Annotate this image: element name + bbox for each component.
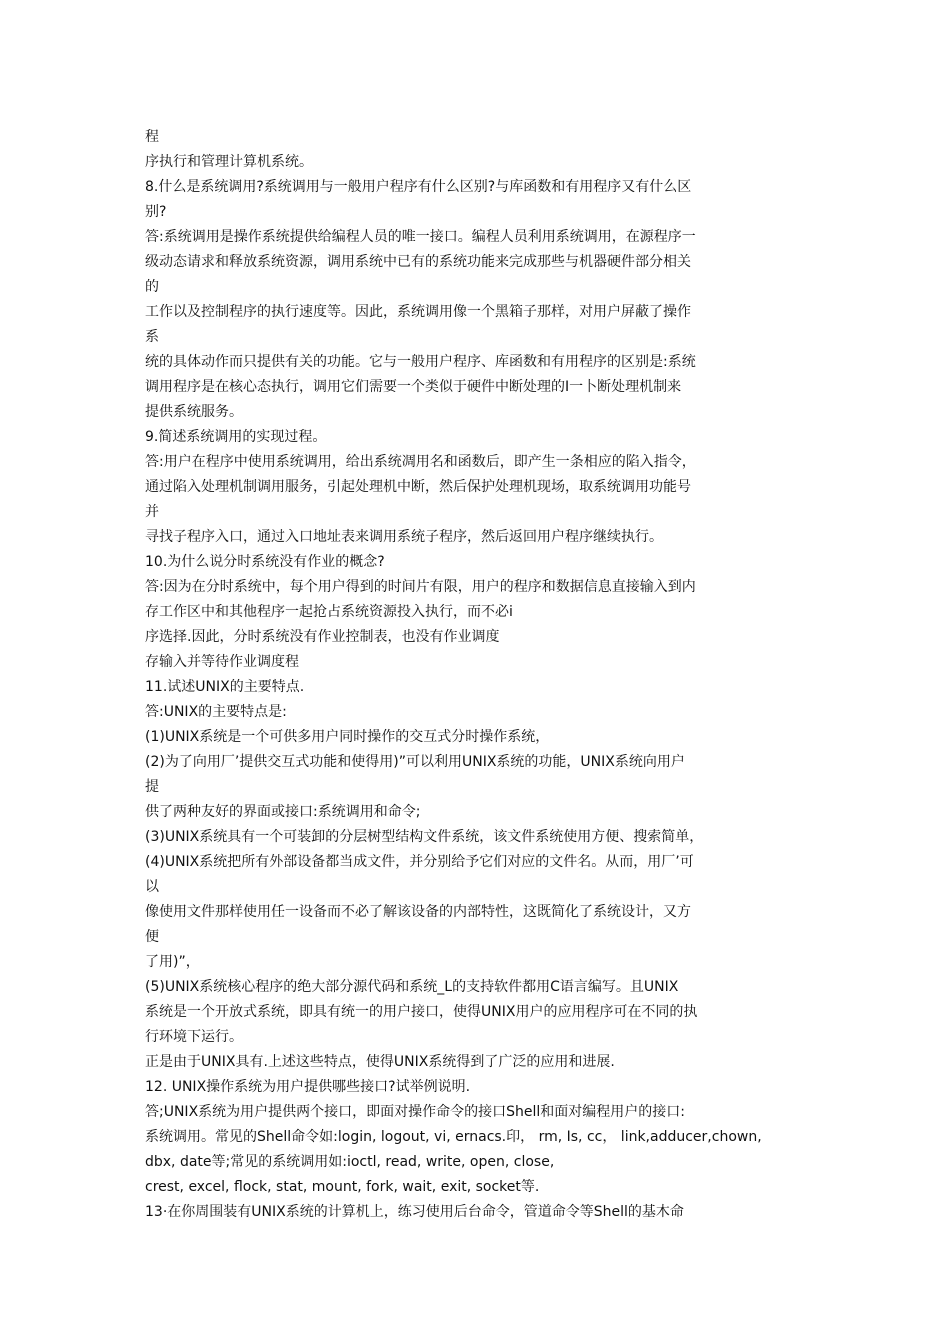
text-line: 以: [145, 879, 159, 895]
answer-12-line: 答;UNIX系统为用户提供两个接口，即面对操作命令的接口Shell和面对编程用户的接口:: [145, 1104, 686, 1120]
question-10-line: 10.为什么说分时系统没有作业的概念?: [145, 554, 385, 570]
answer-8-line: 答:系统调用是操作系统提供给编程人员的唯一接口。编程人员利用系统调用，在源程序一: [145, 229, 696, 245]
question-8-line: 8.什么是系统调用?系统调用与一般用户程序有什么区别?与库函数和有用程序又有什么区: [145, 179, 692, 195]
document-body: [145, 125, 815, 1225]
list-item-2: (2)为了向用厂’提供交互式功能和使得用)”可以利用UNIX系统的功能，UNIX系统向用户: [145, 754, 685, 770]
list-item-4: (4)UNIX系统把所有外部设备都当成文件，并分别给予它们对应的文件名。从而，用厂’可: [145, 854, 694, 870]
answer-11-line: 答:UNIX的主要特点是:: [145, 704, 287, 720]
text-line: 序选择.因此，分时系统没有作业控制表，也没有作业调度: [145, 629, 500, 645]
text-line: 提: [145, 779, 159, 795]
text-line: 正是由于UNIX具有.上述这些特点，使得UNIX系统得到了广泛的应用和进展.: [145, 1054, 615, 1070]
text-line: 程: [145, 129, 159, 145]
question-12-line: 12. UNIX操作系统为用户提供哪些接口?试举例说明.: [145, 1079, 471, 1095]
text-line: 统的具体动作而只提供有关的功能。它与一般用户程序、库函数和有用程序的区别是:系统: [145, 354, 696, 370]
question-11-line: 11.试述UNIX的主要特点.: [145, 679, 305, 695]
text-line: 调用程序是在核心态执行，调用它们需要一个类似于硬件中断处理的I一卜断处理机制来: [145, 379, 682, 395]
text-line: 通过陷入处理机制调用服务，引起处理机中断，然后保护处理机现场，取系统调用功能号: [145, 479, 691, 495]
text-line: 系统调用。常见的Shell命令如:login, logout, vi, ernacs.印， rm, Is, cc， link,adducer,chown,: [145, 1129, 762, 1145]
question-13-line: 13·在你周围装有UNIX系统的计算机上，练习使用后台命令，管道命令等Shell的基木命: [145, 1204, 684, 1220]
text-line: 提供系统服务。: [145, 404, 243, 420]
answer-10-line: 答:因为在分时系统中，每个用户得到的时间片有限，用户的程序和数据信息直接输入到内: [145, 579, 696, 595]
text-line: 工作以及控制程序的执行速度等。因此，系统调用像一个黑箱子那样，对用户屏蔽了操作: [145, 304, 691, 320]
list-item-3: (3)UNIX系统具有一个可装卸的分层树型结构文件系统，该文件系统使用方便、搜索简单，: [145, 829, 704, 845]
text-line: 序执行和管理计算机系统。: [145, 154, 313, 170]
text-line: 存工作区中和其他程序一起抢占系统资源投入执行，而不必i: [145, 604, 513, 620]
list-item-5: (5)UNIX系统核心程序的绝大部分源代码和系统_L的支持软件都用C语言编写。且UNIX: [145, 979, 679, 995]
text-line: 级动态请求和释放系统资源，调用系统中已有的系统功能来完成那些与机器硬件部分相关: [145, 254, 691, 270]
list-item-1: (1)UNIX系统是一个可供多用户同时操作的交互式分时操作系统，: [145, 729, 550, 745]
text-line: 系: [145, 329, 159, 345]
text-line: 存输入并等待作业调度程: [145, 654, 299, 670]
text-line: 行环境下运行。: [145, 1029, 243, 1045]
text-line: 供了两种友好的界面或接口:系统调用和命令;: [145, 804, 421, 820]
text-line: dbx, date等;常见的系统调用如:ioctl, read, write, open, close,: [145, 1154, 555, 1170]
text-line: 的: [145, 279, 159, 295]
text-line: 像使用文件那样使用任一设备而不必了解该设备的内部特性，这既简化了系统设计，又方: [145, 904, 691, 920]
text-line: 了用)”，: [145, 954, 200, 970]
text-line: 系统是一个开放式系统，即具有统一的用户接口，使得UNIX用户的应用程序可在不同的执: [145, 1004, 698, 1020]
text-line: crest, excel, flock, stat, mount, fork, wait, exit, socket等.: [145, 1179, 540, 1195]
question-9-line: 9.简述系统调用的实现过程。: [145, 429, 327, 445]
text-line: 寻找子程序入口，通过入口地址表来调用系统子程序，然后返回用户程序继续执行。: [145, 529, 663, 545]
text-line: 便: [145, 929, 159, 945]
text-line: 别?: [145, 204, 167, 220]
text-line: 并: [145, 504, 159, 520]
answer-9-line: 答:用户在程序中使用系统调用，给出系统凋用名和函数后，即产生一条相应的陷入指令，: [145, 454, 696, 470]
